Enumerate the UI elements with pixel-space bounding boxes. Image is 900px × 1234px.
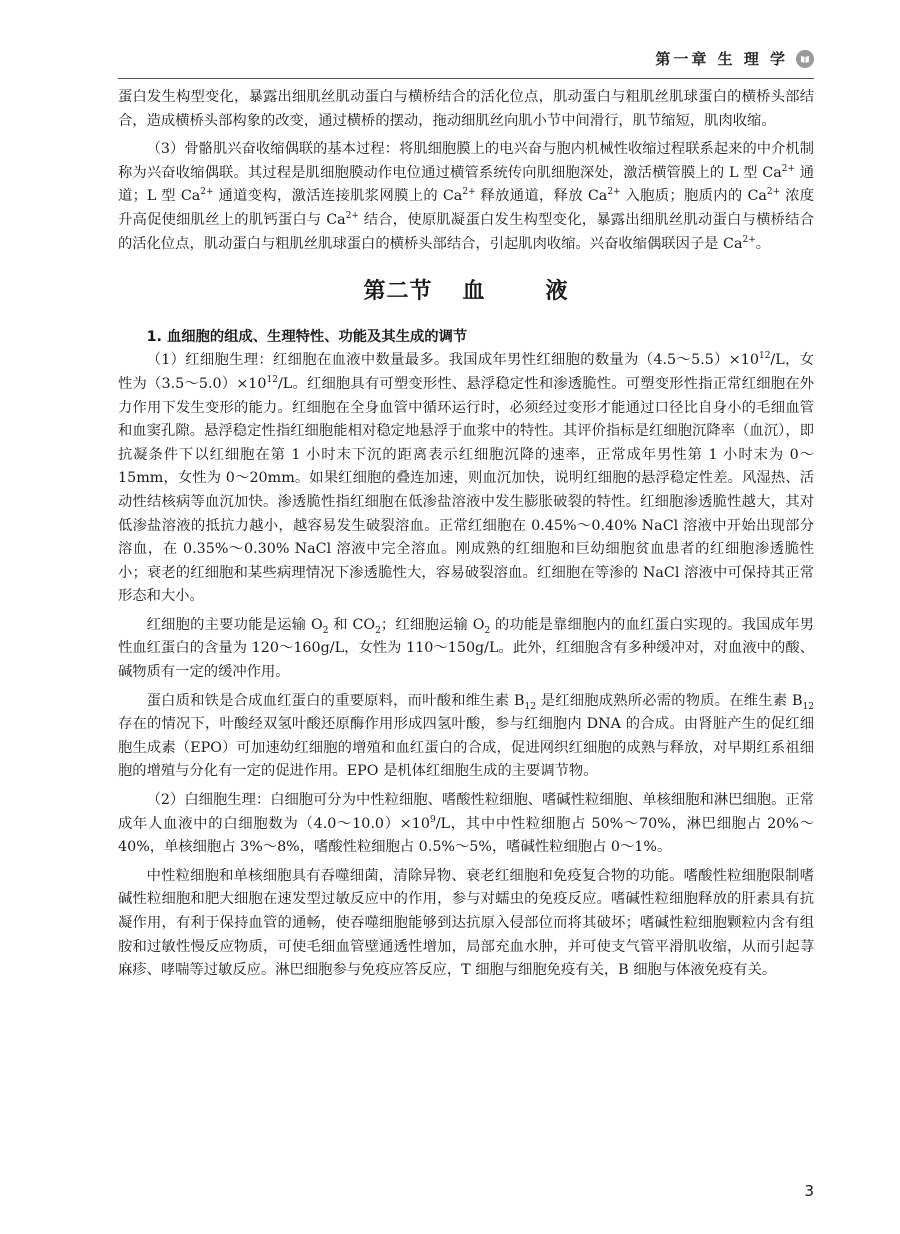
- paragraph-wbc-function: 中性粒细胞和单核细胞具有吞噬细菌，清除异物、衰老红细胞和免疫复合物的功能。嗜酸性粒细胞限制嗜碱性粒细胞和肥大细胞在速发型过敏反应中的作用，参与对蠕虫的免疫反应。嗜碱性粒细胞释放的肝素具有抗凝作用，有利于保持血管的通畅，使吞噬细胞能够到达抗原入侵部位而将其破坏；嗜碱性粒细胞颗粒内含有组胺和过敏性慢反应物质，可使毛细血管壁通透性增加，局部充血水肿，并可使支气管平滑肌收缩，从而引起荨麻疹、哮喘等过敏反应。淋巴细胞参与免疫应答反应，T 细胞与细胞免疫有关，B 细胞与体液免疫有关。: [118, 867, 814, 979]
- paragraph-excitation-contraction-coupling: （3）骨骼肌兴奋收缩偶联的基本过程：将肌细胞膜上的电兴奋与胞内机械性收缩过程联系起来的中介机制称为兴奋收缩偶联。其过程是肌细胞膜动作电位通过横管系统传向肌细胞深处，激活横管膜上的 L 型 $Ca^{2+}$ 通道；L 型 $Ca^{2+}$ 通道变构，激活连接肌浆网膜上的 $Ca^{2+}$ 释放通道，释放 $Ca^{2+}$ 入胞质；胞质内的 $Ca^{2+}$ 浓度升高促使细肌丝上的肌钙蛋白与 $Ca^{2+}$ 结合，使原肌凝蛋白发生构型变化，暴露出细肌丝肌动蛋白与横桥结合的活化位点，肌动蛋白与粗肌丝肌球蛋白的横桥头部结合，引起肌肉收缩。兴奋收缩偶联因子是 $Ca^{2+}$。: [118, 141, 815, 252]
- paragraph-red-blood-cells: （1）红细胞生理：红细胞在血液中数量最多。我国成年男性红细胞的数量为$(4.5\sim 5.5)\times 10^{12}/L$，女性为$(3.5\sim 5.0)\times 10^{12}/L$。红细胞具有可塑变形性、悬浮稳定性和渗透脆性。可塑变形性指正常红细胞在外力作用下发生变形的能力。红细胞在全身血管中循环运行时，必须经过变形才能通过口径比自身小的毛细血管和血窦孔隙。悬浮稳定性指红细胞能相对稳定地悬浮于血浆中的特性。其评价指标是红细胞沉降率（血沉），即抗凝条件下以红细胞在第 1 小时末下沉的距离表示红细胞沉降的速率，正常成年男性第 1 小时末为 0～15mm，女性为 0～20mm。如果红细胞的叠连加速，则血沉加快，说明红细胞的悬浮稳定性差。风湿热、活动性结核病等血沉加快。渗透脆性指红细胞在低渗盐溶液中发生膨胀破裂的特性。红细胞渗透脆性越大，其对低渗盐溶液的抵抗力越小，越容易发生破裂溶血。正常红细胞在 0.45%～0.40% NaCl 溶液中开始出现部分溶血，在 0.35%～0.30% NaCl 溶液中完全溶血。刚成熟的红细胞和巨幼细胞贫血患者的红细胞渗透脆性小；衰老的红细胞和某些病理情况下渗透脆性大，容易破裂溶血。红细胞在等渗的 NaCl 溶液中可保持其正常形态和大小。: [118, 351, 814, 605]
- paragraph-white-blood-cells: （2）白细胞生理：白细胞可分为中性粒细胞、嗜酸性粒细胞、嗜碱性粒细胞、单核细胞和淋巴细胞。正常成年人血液中的白细胞数为$(4.0\sim 10.0)\times 10^9/L$，其中中性粒细胞占 50%～70%，淋巴细胞占 20%～40%，单核细胞占 3%～8%，嗜酸性粒细胞占 0.5%～5%，嗜碱性粒细胞占 0～1%。: [118, 792, 814, 856]
- book-icon: [796, 50, 814, 68]
- section-title: 第二节 血 液: [363, 279, 569, 305]
- subheading: 1. 血细胞的组成、生理特性、功能及其生成的调节: [146, 328, 468, 345]
- paragraph-continuation: 蛋白发生构型变化，暴露出细肌丝肌动蛋白与横桥结合的活化位点，肌动蛋白与粗肌丝肌球蛋白的横桥头部结合，造成横桥头部构象的改变，通过横桥的摆动，拖动细肌丝向肌小节中间滑行，肌节缩短，肌肉收缩。: [118, 89, 814, 129]
- paragraph-rbc-production: 蛋白质和铁是合成血红蛋白的重要原料，而叶酸和维生素 $B_{12}$ 是红细胞成熟所必需的物质。在维生素 $B_{12}$ 存在的情况下，叶酸经双氢叶酸还原酶作用形成四氢叶酸，参与红细胞内 DNA 的合成。由肾脏产生的促红细胞生成素（EPO）可加速幼红细胞的增殖和血红蛋白的合成，促进网织红细胞的成熟与释放，对早期红系祖细胞的增殖与分化有一定的促进作用。EPO 是机体红细胞生成的主要调节物。: [118, 692, 814, 780]
- chapter-title: 第一章 生 理 学: [655, 50, 788, 68]
- page-body: [118, 86, 814, 983]
- page-number: 3: [804, 1182, 814, 1200]
- running-head: [118, 40, 814, 79]
- paragraph-rbc-function: 红细胞的主要功能是运输 $O_2$ 和 $CO_2$；红细胞运输 $O_2$ 的功能是靠细胞内的血红蛋白实现的。我国成年男性血红蛋白的含量为 120～160g/L，女性为 110～150g/L。此外，红细胞含有多种缓冲对，对血液中的酸、碱物质有一定的缓冲作用。: [118, 616, 815, 681]
